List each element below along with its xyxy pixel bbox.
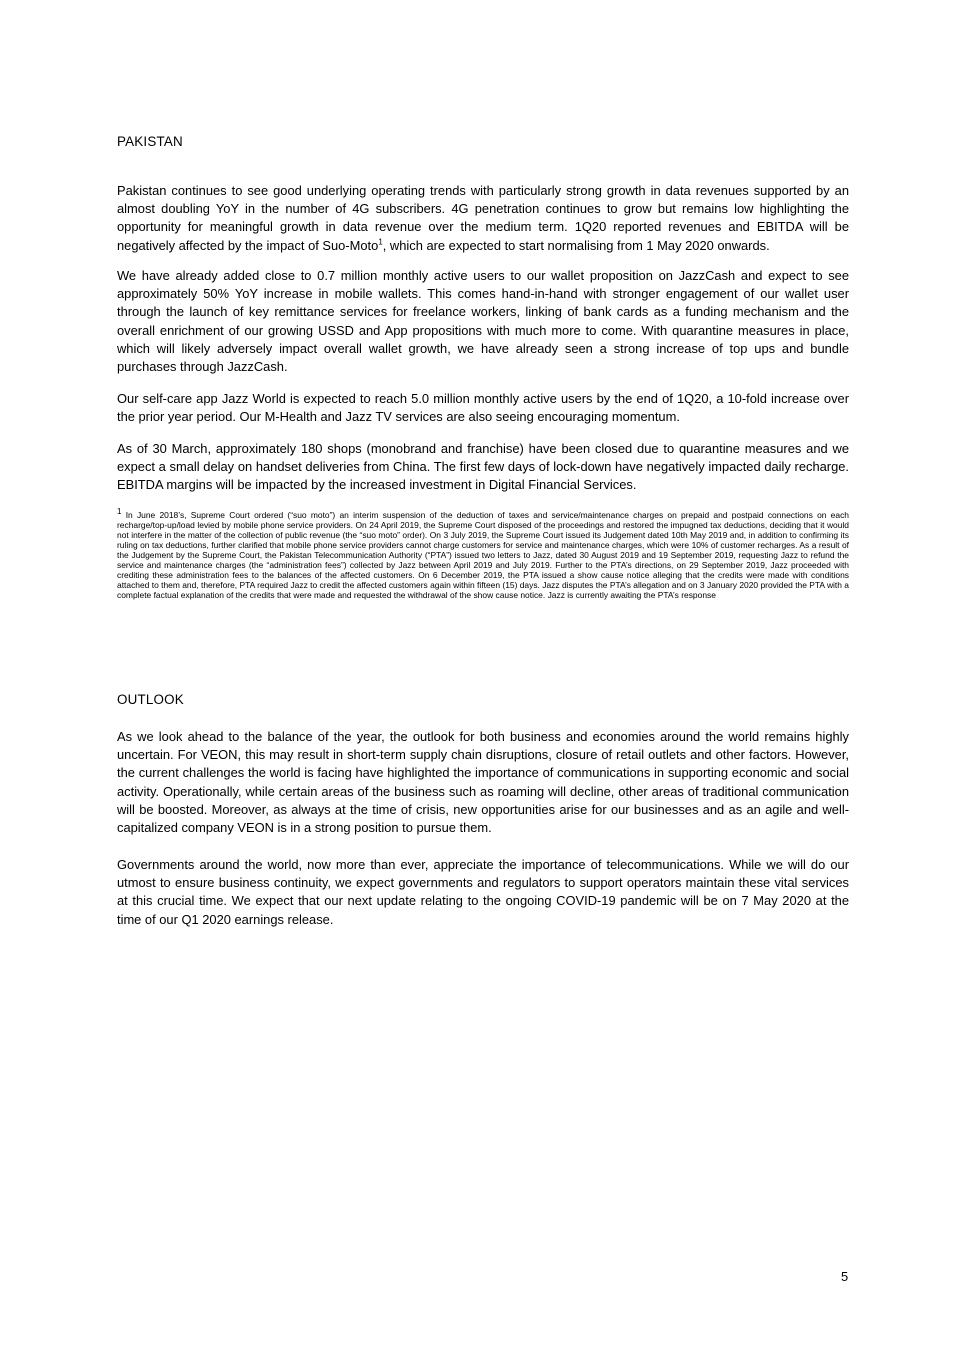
section-heading-pakistan: PAKISTAN [117,134,183,149]
footnote [117,507,849,601]
paragraph-jazz-world: Our self-care app Jazz World is expected to reach 5.0 million monthly active users by the end of 1Q20, a 10-fold increase over the prior year period. Our M-Health and Jazz TV services are also seeing encouraging momentum. [117,391,849,425]
section-heading-outlook: OUTLOOK [117,692,184,707]
paragraph-governments: Governments around the world, now more than ever, appreciate the importance of telecommunications. While we will do our utmost to ensure business continuity, we expect governments and regulators to support operators maintain these vital services at this crucial time. We expect that our next update relating to the ongoing COVID-19 pandemic will be on 7 May 2020 at the time of our Q1 2020 earnings release. [117,857,849,927]
footnote-marker: 1 [117,507,122,517]
paragraph-text: Pakistan continues to see good underlying operating trends with particularly strong growth in data revenues supported by an almost doubling YoY in the number of 4G subscribers. 4G penetration continues to grow but remains low highlighting the opportunity for meaningful growth in data revenue over the medium term. 1Q20 reported revenues and EBITDA will be negatively affected by the impact of Suo-Moto [117,183,849,253]
paragraph-outlook: As we look ahead to the balance of the year, the outlook for both business and economies around the world remains highly uncertain. For VEON, this may result in short-term supply chain disruptions, closure of retail outlets and other factors. However, the current challenges the world is facing have highlighted the importance of communications in supporting economic and social activity. Operationally, while certain areas of the business such as roaming will decline, other areas of traditional communication will be boosted. Moreover, as always at the time of crisis, new opportunities arise for our businesses and as an agile and well-capitalized company VEON is in a strong position to pursue them. [117,729,849,836]
page-number: 5 [841,1269,849,1284]
paragraph-jazzcash: We have already added close to 0.7 million monthly active users to our wallet proposition on JazzCash and expect to see approximately 50% YoY increase in mobile wallets. This comes hand-in-hand with stronger engagement of our wallet user through the launch of key remittance services for freelance workers, linking of bank cards as a funding mechanism and the overall enrichment of our growing USSD and App propositions with much more to come. With quarantine measures in place, which will likely adversely impact overall wallet growth, we have already seen a strong increase of top ups and bundle purchases through JazzCash. [117,268,849,375]
paragraph-shops-closed: As of 30 March, approximately 180 shops (monobrand and franchise) have been closed due to quarantine measures and we expect a small delay on handset deliveries from China. The first few days of lock-down have negatively impacted daily recharge. EBITDA margins will be impacted by the increased investment in Digital Financial Services. [117,441,849,493]
footnote-text: In June 2018’s, Supreme Court ordered (“suo moto”) an interim suspension of the deduction of taxes and service/maintenance charges on prepaid and postpaid connections on each recharge/top-up/load levied by mobile phone service providers. On 24 April 2019, the Supreme Court disposed of the proceedings and restored the impugned tax deductions, deciding that it would not interfere in the matter of the collection of public revenue (the “suo moto” order). On 3 July 2019, the Supreme Court issued its Judgement dated 10th May 2019 and, in addition to confirming its ruling on tax deductions, further clarified that mobile phone service providers cannot charge customers for service and maintenance charges, which were 10% of customer recharges. As a result of the Judgement by the Supreme Court, the Pakistan Telecommunication Authority (“PTA”) issued two letters to Jazz, dated 30 August 2019 and 19 September 2019, requesting Jazz to refund the service and maintenance charges (the “administration fees”) collected by Jazz between April 2019 and July 2019. Further to the PTA’s directions, on 29 September 2019, Jazz proceeded with crediting these administration fees to the balances of the affected customers. On 6 December 2019, the PTA issued a show cause notice alleging that the credits were made with conditions attached to them and, therefore, PTA required Jazz to credit the affected customers again within fifteen (15) days. Jazz disputes the PTA’s allegation and on 3 January 2020 provided the PTA with a complete factual explanation of the credits that were made and requested the withdrawal of the show cause notice. Jazz is currently awaiting the PTA’s response [117,510,849,601]
paragraph-pakistan-trends [117,182,849,255]
footnote-reference: 1 [378,237,383,247]
paragraph-text: , which are expected to start normalising from 1 May 2020 onwards. [382,237,770,253]
